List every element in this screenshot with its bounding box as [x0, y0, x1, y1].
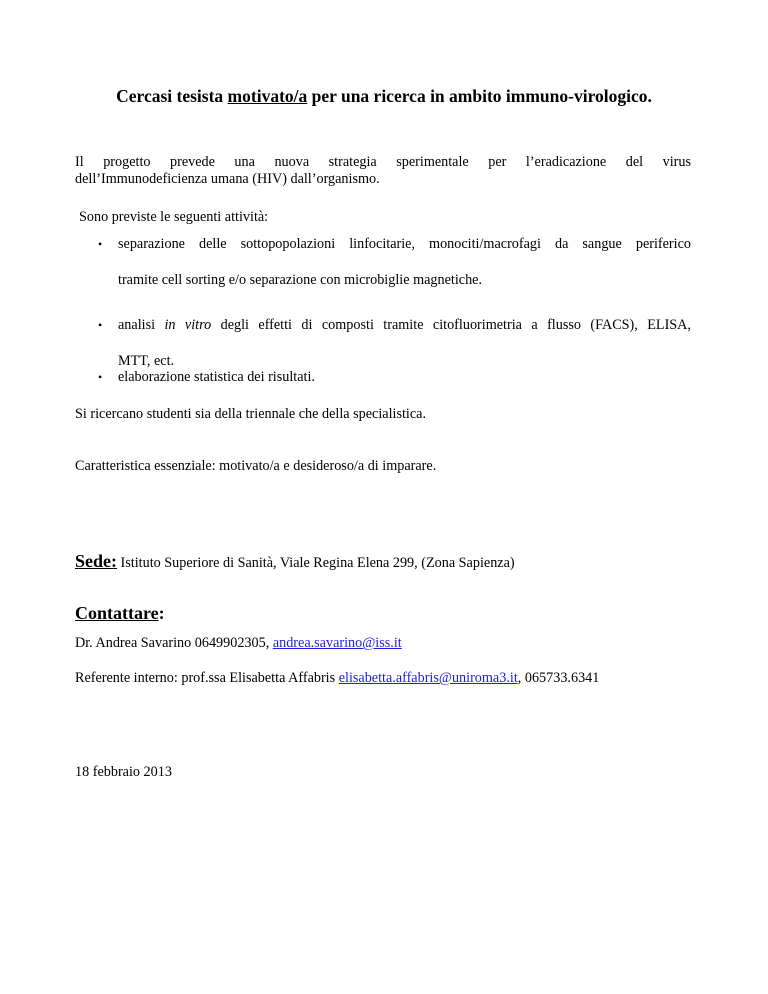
bullet-1-line-2: tramite cell sorting e/o separazione con microbiglie magnetiche. [118, 272, 483, 288]
bullet-icon: • [98, 318, 103, 332]
intro-line-1: Il progetto prevede una nuova strategia sperimentale per l’eradicazione del virus [75, 154, 691, 170]
page-title [0, 86, 768, 107]
bullet-2-text-before: analisi [118, 317, 165, 333]
title-text-after: per una ricerca in ambito immuno-virologico. [307, 86, 652, 106]
bullet-icon: • [98, 237, 103, 251]
bullet-2-text-italic: in vitro [164, 317, 212, 333]
contact-line-1 [75, 634, 402, 652]
contact-heading-colon: : [158, 603, 165, 623]
activities-intro: Sono previste le seguenti attività: [79, 209, 269, 225]
bullet-2-line-1 [118, 316, 691, 334]
bullet-3-line-1: elaborazione statistica dei risultati. [118, 369, 315, 385]
contact-heading-text: Contattare [75, 603, 159, 623]
bullet-2-text-after: degli effetti di composti tramite citofluorimetria a flusso (FACS), ELISA, [211, 317, 691, 333]
bullet-icon: • [98, 370, 103, 384]
contact-1-text: Dr. Andrea Savarino 0649902305, [75, 635, 273, 651]
email-link-affabris[interactable]: elisabetta.affabris@uniroma3.it [338, 670, 518, 686]
title-text-underlined: motivato/a [227, 86, 308, 106]
bullet-1-line-1: separazione delle sottopopolazioni linfocitarie, monociti/macrofagi da sangue periferico [118, 236, 691, 252]
email-link-savarino[interactable]: andrea.savarino@iss.it [272, 635, 402, 651]
contact-2-text: Referente interno: prof.ssa Elisabetta Affabris [75, 670, 339, 686]
contact-line-2 [75, 669, 599, 687]
contact-heading [75, 603, 165, 624]
contact-2-phone: , 065733.6341 [517, 670, 600, 686]
sede-line [75, 551, 515, 572]
title-text-before: Cercasi tesista [116, 86, 228, 106]
sede-label: Sede: [75, 551, 117, 571]
students-text: Si ricercano studenti sia della triennale che della specialistica. [75, 406, 426, 422]
bullet-2-line-2: MTT, ect. [118, 353, 175, 369]
sede-text: Istituto Superiore di Sanità, Viale Regina Elena 299, (Zona Sapienza) [117, 555, 515, 571]
requirement-text: Caratteristica essenziale: motivato/a e desideroso/a di imparare. [75, 458, 437, 474]
date-text: 18 febbraio 2013 [75, 764, 172, 780]
intro-line-2: dell’Immunodeficienza umana (HIV) dall’organismo. [75, 171, 380, 187]
